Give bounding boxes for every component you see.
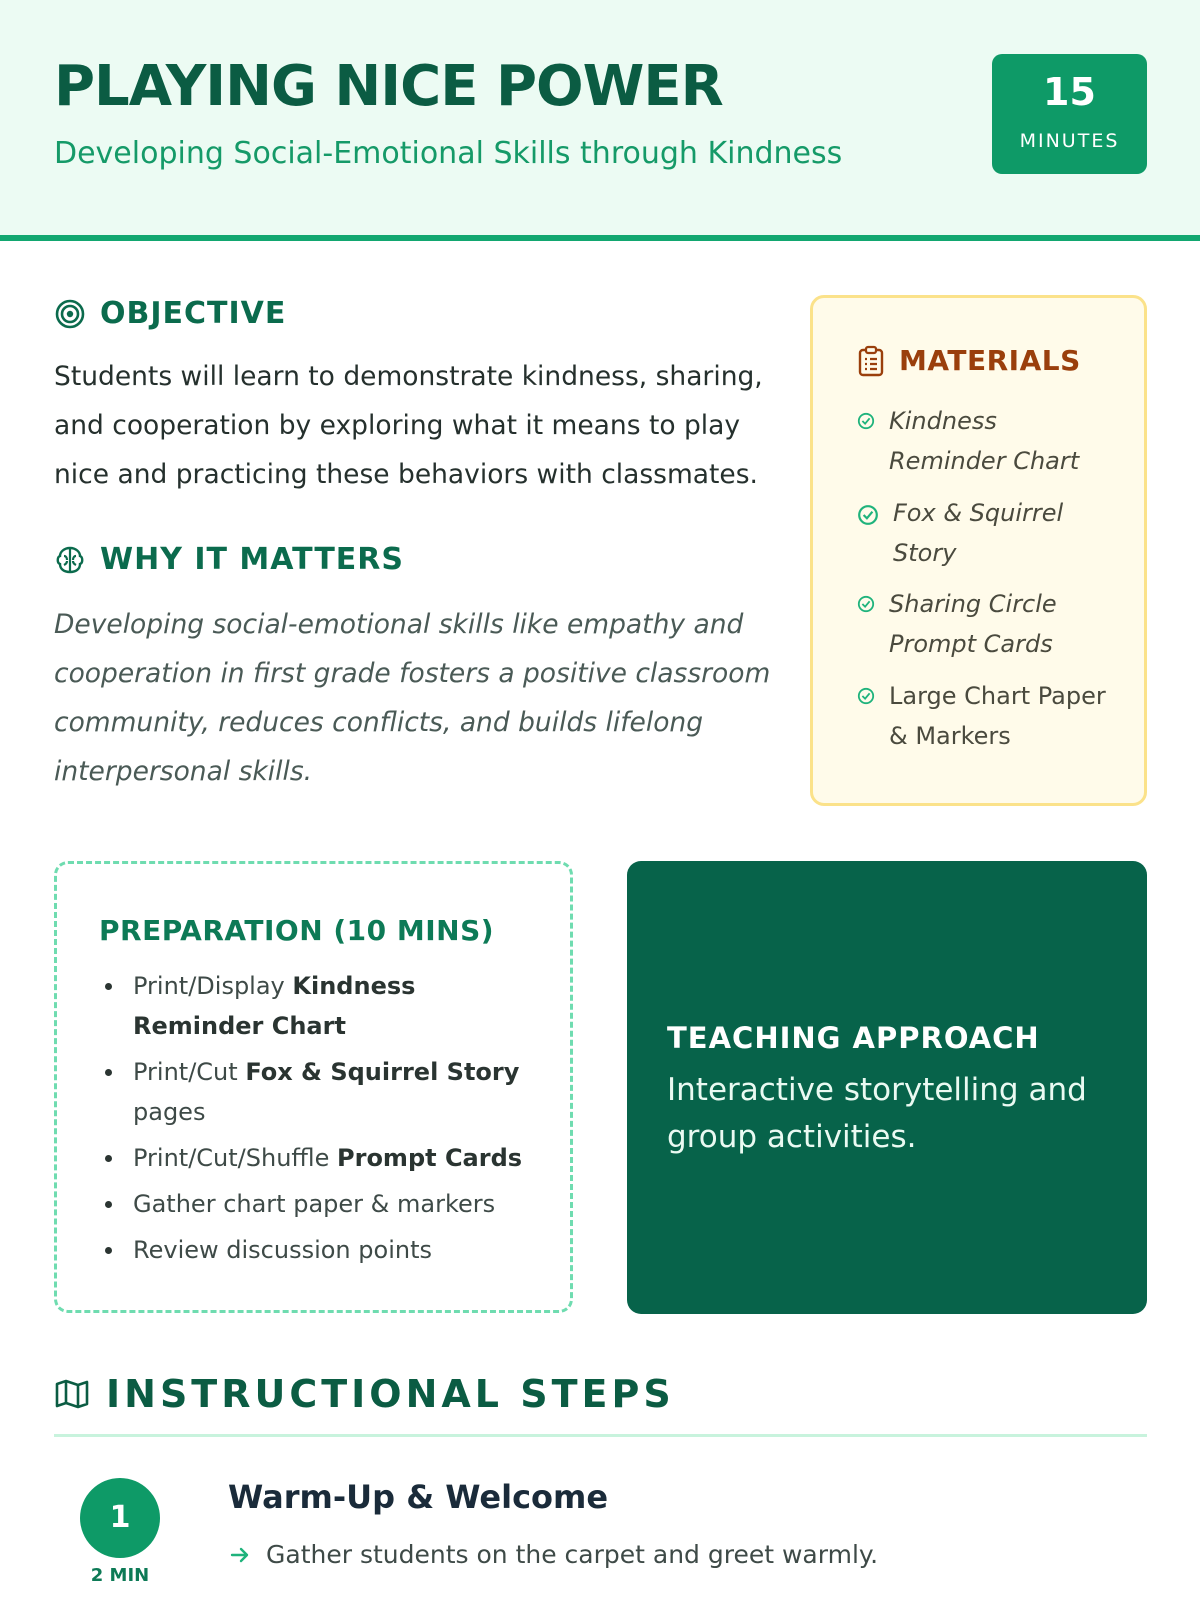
objective-heading <box>54 296 286 331</box>
check-circle-icon <box>857 595 875 613</box>
arrow-right-icon <box>230 1546 250 1564</box>
why-heading-label: WHY IT MATTERS <box>100 542 404 577</box>
teaching-approach-heading: TEACHING APPROACH <box>667 1021 1040 1055</box>
materials-heading-label: MATERIALS <box>899 344 1081 377</box>
step-duration: 2 MIN <box>90 1565 150 1586</box>
instructional-steps-heading <box>54 1372 675 1416</box>
material-item-label: Large Chart Paper & Markers <box>889 682 1106 750</box>
map-icon <box>54 1378 90 1410</box>
preparation-item: Review discussion points <box>99 1230 539 1270</box>
page-title: PLAYING NICE POWER <box>54 54 723 119</box>
preparation-list <box>99 966 539 1276</box>
header <box>0 0 1200 241</box>
material-item <box>857 676 1117 756</box>
check-circle-icon <box>857 504 879 526</box>
check-circle-icon <box>857 687 875 705</box>
material-item-label: Kindness Reminder Chart <box>889 407 1080 475</box>
instructional-steps-label: INSTRUCTIONAL STEPS <box>106 1372 675 1416</box>
step-bullet-text: Gather students on the carpet and greet warmly. <box>266 1540 879 1569</box>
preparation-item: Print/Display Kindness Reminder Chart <box>99 966 539 1046</box>
brain-icon <box>54 544 86 576</box>
materials-card <box>810 295 1147 806</box>
preparation-item: Print/Cut/Shuffle Prompt Cards <box>99 1138 539 1178</box>
step-bullet <box>230 1540 878 1569</box>
objective-text: Students will learn to demonstrate kindness, sharing, and cooperation by exploring what it means to play nice and practicing these behaviors with classmates. <box>54 361 763 490</box>
preparation-heading: PREPARATION (10 MINS) <box>99 914 495 947</box>
step-number: 1 <box>80 1478 160 1558</box>
page-subtitle: Developing Social-Emotional Skills through Kindness <box>54 136 843 171</box>
clipboard-icon <box>857 345 885 377</box>
material-item <box>857 401 1117 481</box>
preparation-card <box>54 861 573 1313</box>
preparation-item: Print/Cut Fox & Squirrel Story pages <box>99 1052 539 1132</box>
material-item <box>857 584 1117 664</box>
duration-badge <box>992 54 1147 174</box>
target-icon <box>54 298 86 330</box>
objective-heading-label: OBJECTIVE <box>100 296 287 331</box>
duration-unit: MINUTES <box>1019 130 1120 152</box>
teaching-approach-text: Interactive storytelling and group activities. <box>667 1072 1087 1155</box>
steps-divider <box>54 1434 1147 1437</box>
check-circle-icon <box>857 412 875 430</box>
why-heading <box>54 542 404 577</box>
preparation-item: Gather chart paper & markers <box>99 1184 539 1224</box>
material-item-label: Sharing Circle Prompt Cards <box>889 590 1057 658</box>
material-item <box>857 493 1117 573</box>
material-item-label: Fox & Squirrel Story <box>893 499 1064 567</box>
teaching-approach-card <box>627 861 1147 1314</box>
step-title: Warm-Up & Welcome <box>228 1478 609 1516</box>
materials-heading <box>857 344 1081 377</box>
why-text: Developing social-emotional skills like empathy and cooperation in first grade fosters a positive classroom community, reduces conflicts, and builds lifelong interpersonal skills. <box>54 609 771 787</box>
duration-value: 15 <box>1043 70 1096 114</box>
